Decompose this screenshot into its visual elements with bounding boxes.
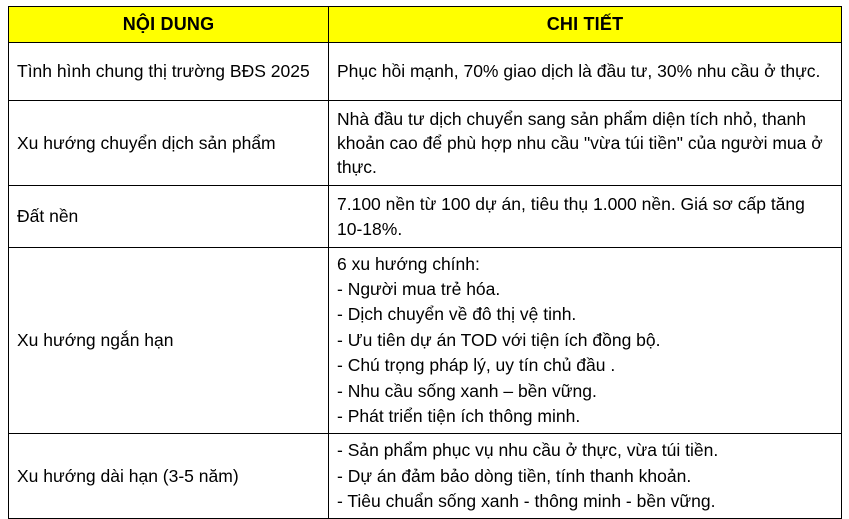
detail-line: - Người mua trẻ hóa.	[337, 279, 501, 300]
detail-line: - Chú trọng pháp lý, uy tín chủ đầu .	[337, 355, 616, 376]
table-row	[9, 434, 842, 519]
detail-line: - Tiêu chuẩn sống xanh - thông minh - bền vững.	[337, 491, 716, 512]
detail-line: - Dự án đảm bảo dòng tiền, tính thanh khoản.	[337, 465, 692, 486]
row-detail	[329, 247, 842, 434]
row-detail	[329, 434, 842, 519]
table-row	[9, 247, 842, 434]
table-row	[9, 101, 842, 186]
row-topic: Xu hướng ngắn hạn	[9, 247, 329, 434]
detail-line: Nhà đầu tư dịch chuyển sang sản phẩm diện tích nhỏ, thanh khoản cao để phù hợp nhu cầu "vừa túi tiền" của người mua ở thực.	[337, 109, 823, 178]
real-estate-trends-table	[8, 6, 842, 519]
column-header-topic: NỘI DUNG	[9, 7, 329, 43]
detail-line: 6 xu hướng chính:	[337, 253, 480, 274]
row-detail	[329, 186, 842, 247]
table-row	[9, 186, 842, 247]
detail-line: Phục hồi mạnh, 70% giao dịch là đầu tư, 30% nhu cầu ở thực.	[337, 61, 821, 82]
column-header-detail: CHI TIẾT	[329, 7, 842, 43]
table-header	[9, 7, 842, 43]
row-detail	[329, 43, 842, 101]
detail-line: - Phát triển tiện ích thông minh.	[337, 405, 581, 426]
table-header-row	[9, 7, 842, 43]
detail-line: - Nhu cầu sống xanh – bền vững.	[337, 380, 597, 401]
detail-line: 7.100 nền từ 100 dự án, tiêu thụ 1.000 nền. Giá sơ cấp tăng 10-18%.	[337, 194, 805, 239]
row-topic: Xu hướng dài hạn (3-5 năm)	[9, 434, 329, 519]
detail-line: - Ưu tiên dự án TOD với tiện ích đồng bộ.	[337, 329, 661, 350]
table-body	[9, 43, 842, 519]
row-topic: Xu hướng chuyển dịch sản phẩm	[9, 101, 329, 186]
row-topic: Tình hình chung thị trường BĐS 2025	[9, 43, 329, 101]
detail-line: - Sản phẩm phục vụ nhu cầu ở thực, vừa túi tiền.	[337, 440, 719, 461]
detail-line: - Dịch chuyển về đô thị vệ tinh.	[337, 304, 577, 325]
row-detail	[329, 101, 842, 186]
row-topic: Đất nền	[9, 186, 329, 247]
table-row	[9, 43, 842, 101]
